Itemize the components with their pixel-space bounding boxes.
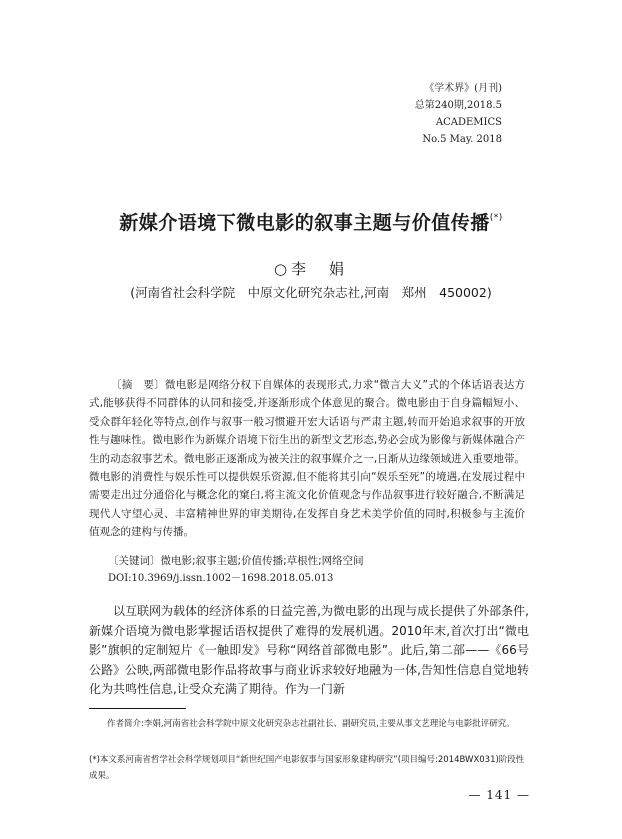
journal-info (415, 80, 502, 148)
journal-issue: 总第240期,2018.5 (414, 100, 502, 111)
keywords (108, 552, 528, 570)
abstract-label: 〔摘 要〕 (111, 379, 165, 391)
abstract-text: 微电影是网络分权下自媒体的表现形式,力求“微言大义”式的个体话语表达方式,能够获得不同群体的认同和接受,并逐渐形成个体意见的聚合。微电影由于自身篇幅短小、受众群年轻化等特点,创作与叙事一般习惯避开宏大话语与严肃主题,转而开始追求叙事的开放性与趣味性。微电影作为新媒介语境下衍生出的新型文艺形态,势必会成为影像与新媒体融合产生的动态叙事艺术。微电影正逐渐成为被关注的叙事媒介之一,日渐从边缘领域进入重要地带。微电影的消费性与娱乐性可以提供娱乐资源,但不能将其引向“娱乐至死”的境遇,在发展过程中需要走出过分通俗化与概念化的窠臼,将主流文化价值观念与作品叙事进行较好融合,不断满足现代人守望心灵、丰富精神世界的审美期待,在发挥自身艺术美学价值的同时,积极参与主流价值观念的建构与传播。 (89, 379, 526, 539)
keywords-label: 〔关键词〕 (108, 555, 161, 567)
journal-name: 《学术界》(月刊) (424, 83, 502, 94)
journal-english-name: ACADEMICS (435, 117, 502, 128)
author-name: ○李 娟 (273, 260, 349, 278)
footnote-funding: (*)本文系河南省哲学社会科学规划项目“新世纪国产电影叙事与国家形象建构研究”(项目编号:2014BWX031)阶段性成果。 (89, 755, 525, 781)
article-title (0, 208, 622, 235)
journal-english-issue: No.5 May. 2018 (422, 134, 502, 145)
author-affiliation: (河南省社会科学院 中原文化研究杂志社,河南 郑州 450002) (130, 285, 492, 300)
title-footnote-mark: (*) (489, 213, 503, 223)
article-title-text: 新媒介语境下微电影的叙事主题与价值传播 (119, 212, 490, 234)
body-paragraph: 以互联网为载体的经济体系的日益完善,为微电影的出现与成长提供了外部条件,新媒介语境为微电影掌握话语权提供了难得的发展机遇。2010年末,首次打出“微电影”旗帜的定制短片《一触即发》号称“网络首部微电影”。此后,第二部——《66号公路》公映,两部微电影作品将故事与商业诉求较好地融为一体,告知性信息自觉地转化为共鸣性信息,让受众充满了期待。作为一门新 (89, 604, 529, 697)
page-number: — 141 — (468, 788, 530, 802)
keywords-text: 微电影;叙事主题;价值传播;草根性;网络空间 (160, 555, 364, 567)
footnote-divider (89, 708, 186, 709)
doi: DOI:10.3969/j.issn.1002－1698.2018.05.013 (108, 573, 334, 584)
abstract (89, 376, 525, 542)
footnote-author-intro: 作者简介:李娟,河南省社会科学院中原文化研究杂志社副社长、副研究员,主要从事文艺理论与电影批评研究。 (107, 719, 515, 729)
